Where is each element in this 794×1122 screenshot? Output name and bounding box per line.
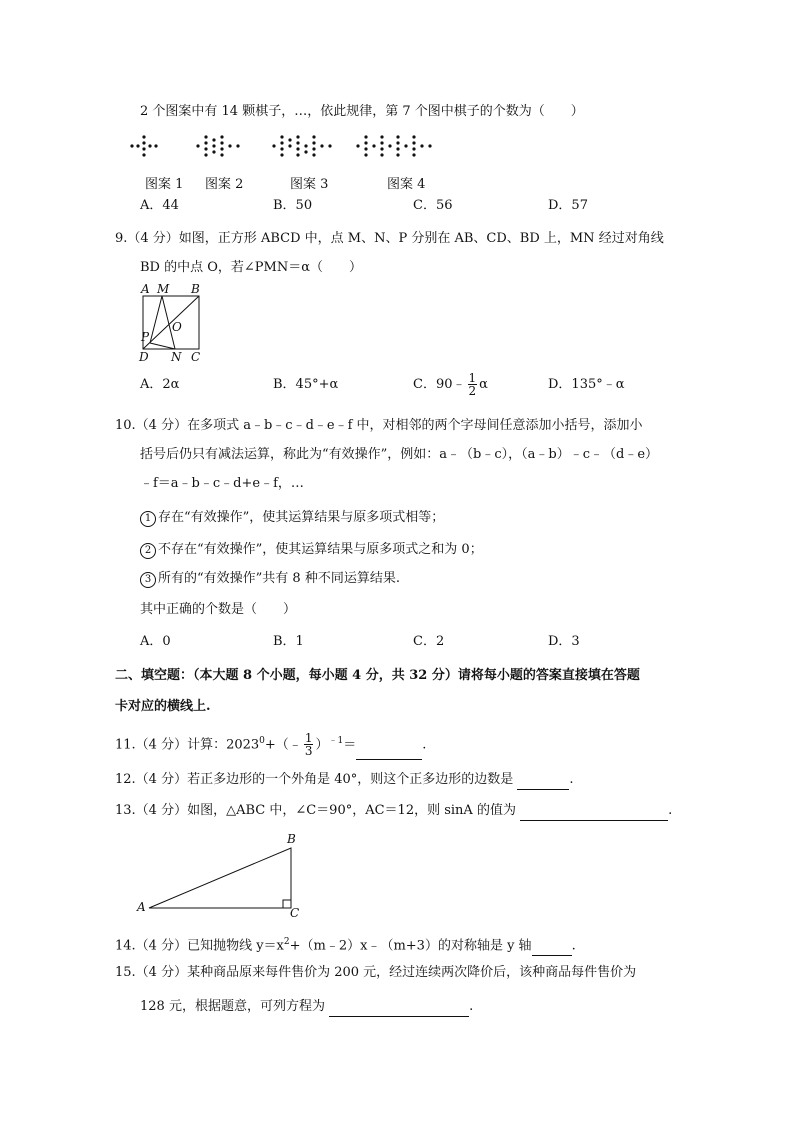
fraction-one-half <box>468 372 478 397</box>
q10-item-3-text: 所有的“有效操作”共有 8 种不同运算结果. <box>158 571 400 586</box>
section-2-heading-line-1: 二、填空题：（本大题 8 个小题，每小题 4 分，共 32 分）请将每小题的答案直接填在答题 <box>115 668 640 683</box>
q8-option-a[interactable]: A．44 <box>140 198 179 213</box>
q9-line-2: BD 的中点 O，若∠PMN＝α（ ） <box>140 260 363 275</box>
q11-exp-0: 0 <box>259 736 265 746</box>
q11-mid: +（﹣ <box>264 737 302 753</box>
q9-option-c-prefix: C．90﹣ <box>413 377 466 392</box>
circled-number-3: 3 <box>140 572 156 588</box>
q10-item-1 <box>140 508 444 528</box>
q14-end: . <box>571 938 576 954</box>
q9-option-d[interactable]: D．135°﹣α <box>548 377 625 392</box>
q9-option-c[interactable] <box>413 368 488 402</box>
section-2-heading-line-2: 卡对应的横线上. <box>115 699 211 714</box>
q12-end: . <box>569 772 574 787</box>
q10-line-3: ﹣f＝a﹣b﹣c﹣d+e﹣f，… <box>140 476 304 491</box>
q10-option-c[interactable]: C．2 <box>413 634 445 649</box>
answer-blank-13[interactable] <box>520 806 668 821</box>
label-o: O <box>172 320 182 334</box>
circled-number-2: 2 <box>140 543 156 559</box>
answer-blank-14[interactable] <box>532 941 572 956</box>
q14-post: +（m﹣2）x﹣（m+3）的对称轴是 y 轴 <box>289 938 532 954</box>
answer-blank-15[interactable] <box>329 1002 469 1017</box>
q9-option-b[interactable]: B．45°+α <box>273 377 339 392</box>
q14-exp-2: 2 <box>283 937 290 947</box>
fraction-one-third <box>304 732 314 757</box>
q13 <box>115 801 672 821</box>
q9-option-c-alpha: α <box>479 377 488 392</box>
chess-patterns-figure <box>130 128 460 168</box>
q11-exp-neg1: ﹣1 <box>328 736 344 746</box>
answer-blank-12[interactable] <box>517 775 569 790</box>
q12 <box>115 770 574 790</box>
q10-ask: 其中正确的个数是（ ） <box>140 602 297 617</box>
q11-end: . <box>422 737 427 753</box>
q10-option-a[interactable]: A．0 <box>140 634 171 649</box>
q8-option-c[interactable]: C．56 <box>413 198 453 213</box>
q9-line-1: 9.（4 分）如图，正方形 ABCD 中，点 M、N、P 分别在 AB、CD、BD 上，MN 经过对角线 <box>115 231 664 246</box>
label-b: B <box>191 282 200 296</box>
q10-line-1: 10.（4 分）在多项式 a﹣b﹣c﹣d﹣e﹣f 中，对相邻的两个字母间任意添加小括号，添加小 <box>115 418 643 433</box>
q11-post: ） <box>315 737 329 753</box>
label-b: B <box>287 832 296 846</box>
q11 <box>115 726 426 760</box>
q11-pre: 11.（4 分）计算：2023 <box>115 737 260 753</box>
label-m: M <box>157 282 170 296</box>
q14 <box>115 932 576 956</box>
q10-item-3 <box>140 569 400 589</box>
q15-line-1: 15.（4 分）某种商品原来每件售价为 200 元，经过连续两次降价后，该种商品每件售价为 <box>115 965 637 980</box>
square-abcd-figure <box>137 282 217 368</box>
answer-blank-11[interactable] <box>356 745 422 760</box>
frac-numerator: 1 <box>468 371 477 385</box>
q13-text: 13.（4 分）如图，△ABC 中，∠C＝90°，AC＝12，则 sinA 的值为 <box>115 803 516 818</box>
label-n: N <box>171 350 182 364</box>
label-a: A <box>141 282 150 296</box>
q10-option-b[interactable]: B．1 <box>273 634 304 649</box>
q10-line-2: 括号后仍只有减法运算，称此为“有效操作”，例如：a﹣（b﹣c），（a﹣b）﹣c﹣（d﹣e） <box>140 447 659 462</box>
label-a: A <box>137 900 146 914</box>
q13-end: . <box>668 803 673 818</box>
q10-item-1-text: 存在“有效操作”，使其运算结果与原多项式相等； <box>158 510 445 525</box>
frac-denominator: 3 <box>304 744 313 759</box>
q11-eq: ＝ <box>343 737 357 753</box>
q10-item-2 <box>140 540 483 560</box>
circled-number-1: 1 <box>140 511 156 527</box>
q8-option-d[interactable]: D．57 <box>548 198 588 213</box>
q12-text: 12.（4 分）若正多边形的一个外角是 40°，则这个正多边形的边数是 <box>115 772 514 787</box>
q8-option-b[interactable]: B．50 <box>273 198 313 213</box>
q15-end: . <box>469 999 474 1014</box>
frac-denominator: 2 <box>468 384 477 398</box>
q14-pre: 14.（4 分）已知抛物线 y＝x <box>115 938 284 954</box>
pattern-label-3: 图案 3 <box>290 177 329 192</box>
label-c: C <box>191 350 201 364</box>
q10-item-2-text: 不存在“有效操作”，使其运算结果与原多项式之和为 0； <box>158 542 483 557</box>
q10-option-d[interactable]: D．3 <box>548 634 580 649</box>
frac-numerator: 1 <box>304 731 313 746</box>
q15-line-2 <box>140 997 473 1017</box>
label-p: P <box>141 330 150 344</box>
q9-option-a[interactable]: A．2α <box>140 377 180 392</box>
label-c: C <box>290 906 300 920</box>
pattern-label-2: 图案 2 <box>205 177 244 192</box>
pattern-label-4: 图案 4 <box>387 177 426 192</box>
q15-line-2-text: 128 元，根据题意，可列方程为 <box>140 999 325 1014</box>
pattern-label-1: 图案 1 <box>145 177 184 192</box>
label-d: D <box>139 350 149 364</box>
q8-stem-tail: 2 个图案中有 14 颗棋子，…，依此规律，第 7 个图中棋子的个数为（ ） <box>140 104 584 119</box>
triangle-abc-figure <box>135 830 310 922</box>
